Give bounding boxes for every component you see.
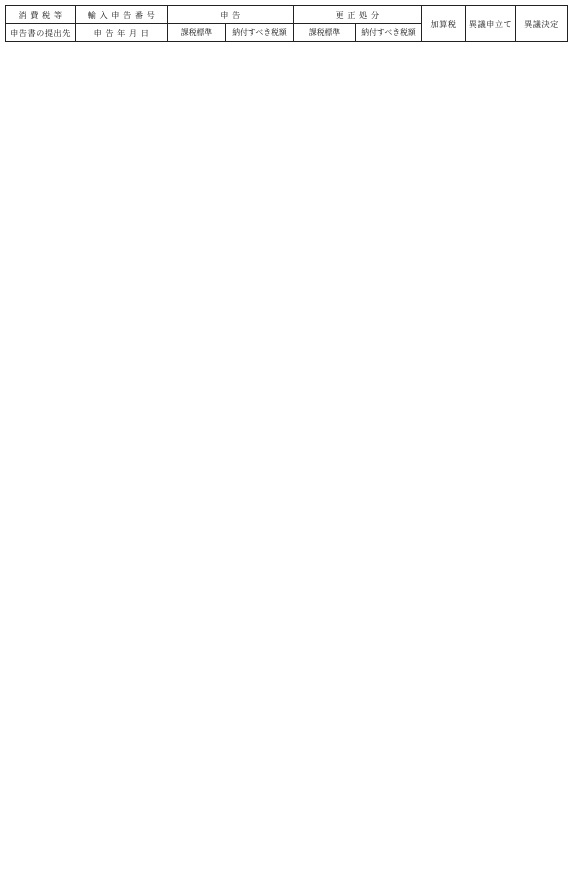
header-objection: 異議申立て (466, 6, 516, 42)
header-correction: 更 正 処 分 (294, 6, 422, 24)
data-table (5, 5, 568, 42)
header-corr-payable: 納付すべき税額 (356, 24, 422, 42)
header-submitted-to: 申告書の提出先 (6, 24, 76, 42)
header-decl-standard: 課税標準 (168, 24, 226, 42)
header-declaration: 申 告 (168, 6, 294, 24)
header-corr-standard: 課税標準 (294, 24, 356, 42)
header-declaration-date: 申 告 年 月 日 (76, 24, 168, 42)
header-tax-office: 消 費 税 等 (6, 6, 76, 24)
header-decl-payable: 納付すべき税額 (226, 24, 294, 42)
header-penalty: 加算税 (422, 6, 466, 42)
header-decision: 異議決定 (516, 6, 568, 42)
tax-correction-table (5, 5, 568, 42)
header-import-number: 輸 入 申 告 番 号 (76, 6, 168, 24)
